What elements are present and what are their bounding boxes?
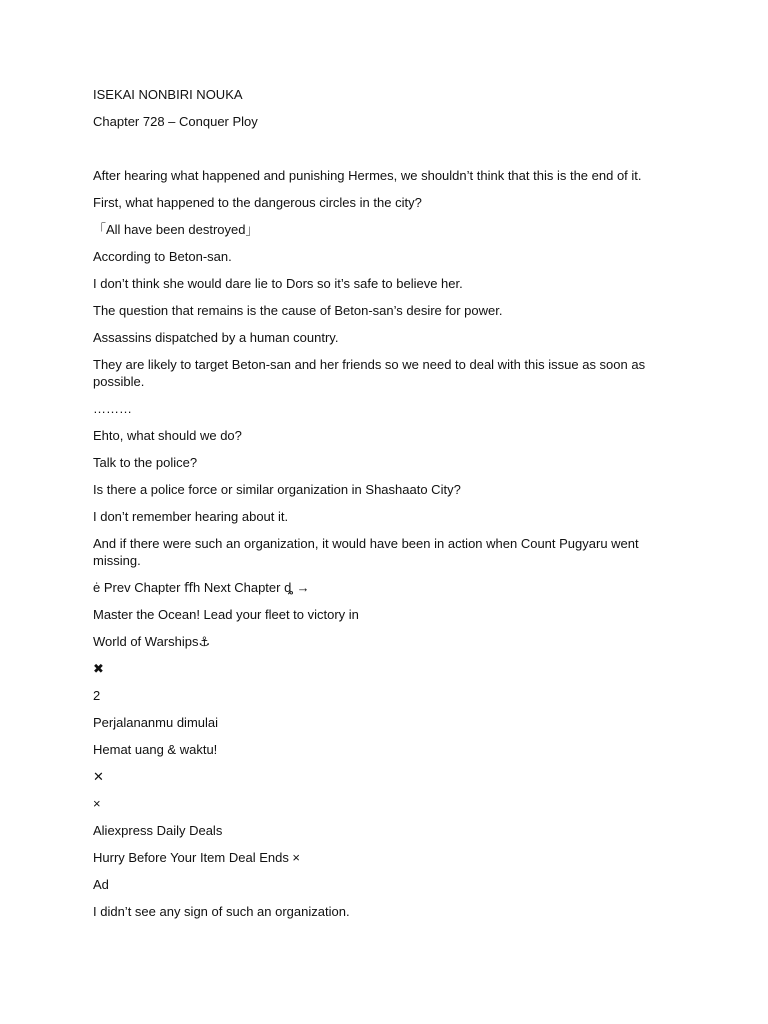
ad-close-icon-3[interactable]: × (93, 796, 101, 811)
paragraph: First, what happened to the dangerous circles in the city? (93, 195, 422, 210)
ad-counter: 2 (93, 688, 101, 703)
separator-icon: ﬀh (184, 580, 201, 595)
ad-text-warships[interactable]: Master the Ocean! Lead your fleet to victory in (93, 607, 359, 622)
paragraph: They are likely to target Beton-san and her friends so we need to deal with this issue as soon as possible. (93, 357, 646, 389)
paragraph: Assassins dispatched by a human country. (93, 330, 339, 345)
paragraph: I don’t remember hearing about it. (93, 509, 289, 524)
series-title: ISEKAI NONBIRI NOUKA (93, 87, 243, 102)
ad-text-warships-title[interactable]: World of Warships⚓ (93, 634, 211, 649)
ad-text-aliexpress[interactable]: Aliexpress Daily Deals (93, 823, 223, 838)
paragraph: I don’t think she would dare lie to Dors so it’s safe to believe her. (93, 276, 463, 291)
paragraph: 「All have been destroyed」 (93, 222, 259, 237)
document-page (93, 86, 663, 930)
paragraph: Is there a police force or similar organization in Shashaato City? (93, 482, 461, 497)
ad-text-travel[interactable]: Perjalananmu dimulai (93, 715, 219, 730)
prev-chapter-icon: ė (93, 580, 101, 595)
ad-text-savings[interactable]: Hemat uang & waktu! (93, 742, 218, 757)
paragraph: ……… (93, 401, 132, 416)
paragraph: Talk to the police? (93, 455, 198, 470)
chapter-navigation (93, 579, 663, 596)
ad-close-icon-2[interactable]: ✕ (93, 769, 104, 784)
paragraph: Ehto, what should we do? (93, 428, 242, 443)
next-chapter-link[interactable]: Next Chapter (203, 580, 281, 595)
paragraph: The question that remains is the cause of Beton-san’s desire for power. (93, 303, 503, 318)
paragraph: I didn’t see any sign of such an organization. (93, 904, 350, 919)
ad-label: Ad (93, 877, 109, 892)
ad-close-icon[interactable]: ✖ (93, 661, 104, 676)
next-chapter-icon: ȡ → (284, 580, 310, 595)
prev-chapter-link[interactable]: Prev Chapter (103, 580, 181, 595)
paragraph: And if there were such an organization, it would have been in action when Count Pugyaru went missing. (93, 536, 639, 568)
paragraph: According to Beton-san. (93, 249, 232, 264)
ad-text-deal[interactable]: Hurry Before Your Item Deal Ends × (93, 850, 301, 865)
title-spacer (93, 140, 663, 167)
paragraph: After hearing what happened and punishing Hermes, we shouldn’t think that this is the end of it. (93, 168, 642, 183)
chapter-title: Chapter 728 – Conquer Ploy (93, 114, 258, 129)
